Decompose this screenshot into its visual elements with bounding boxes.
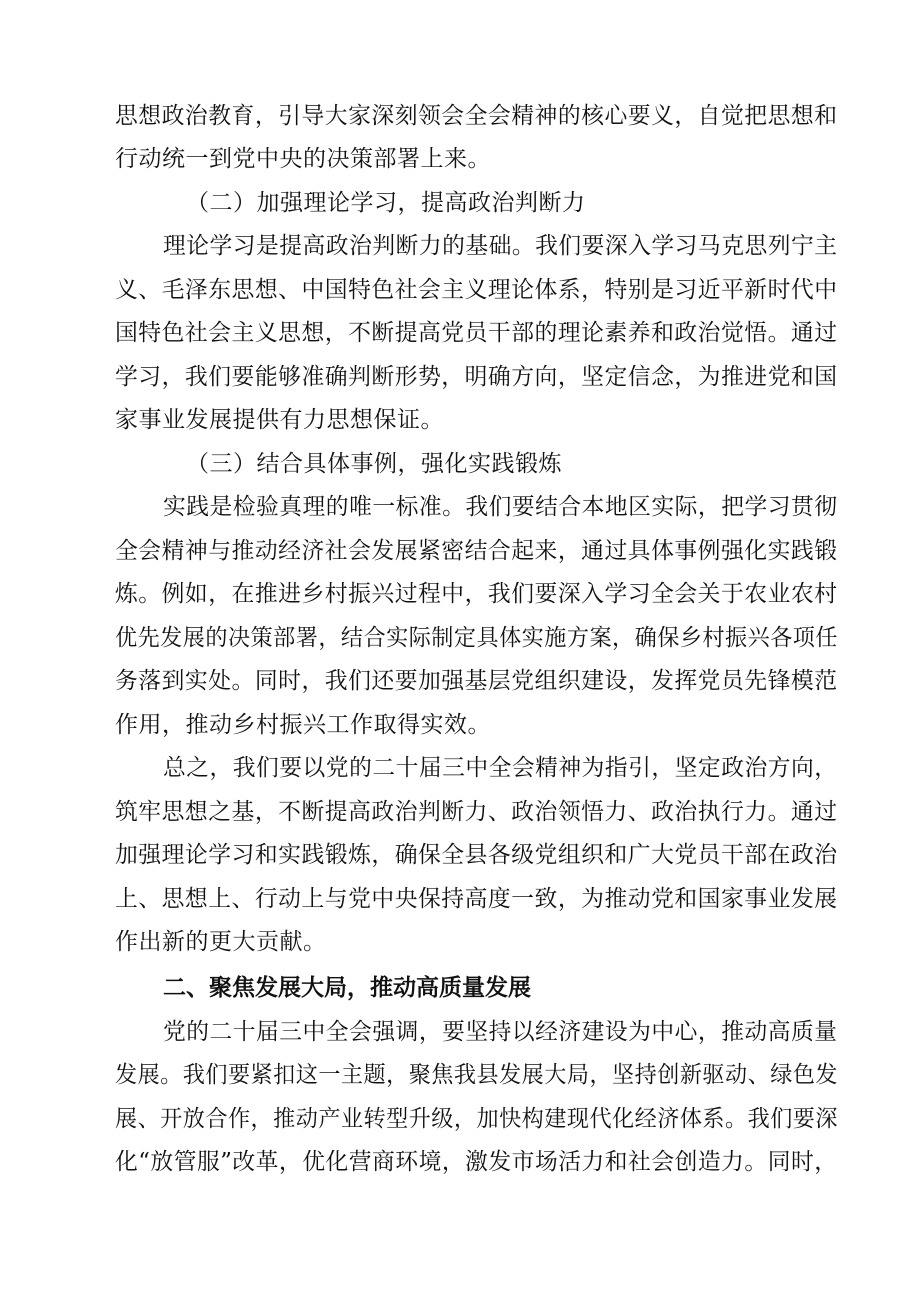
body-text-line: 筑牢思想之基，不断提高政治判断力、政治领悟力、政治执行力。通过 bbox=[115, 799, 838, 825]
body-text-line: 发展。我们要紧扣这一主题，聚焦我县发展大局，坚持创新驱动、绿色发 bbox=[115, 1062, 838, 1088]
body-text-line: 行动统一到党中央的决策部署上来。 bbox=[115, 146, 491, 172]
body-text-line: 实践是检验真理的唯一标准。我们要结合本地区实际，把学习贯彻 bbox=[163, 494, 838, 520]
body-text-line: 化“放管服”改革，优化营商环境，激发市场活力和社会创造力。同时， bbox=[115, 1149, 838, 1175]
section-heading: 二、聚焦发展大局，推动高质量发展 bbox=[163, 975, 531, 1001]
section-subheading: （三）结合具体事例，强化实践锻炼 bbox=[186, 451, 562, 477]
body-text-line: 思想政治教育，引导大家深刻领会全会精神的核心要义，自觉把思想和 bbox=[115, 103, 838, 129]
body-text-line: 义、毛泽东思想、中国特色社会主义理论体系，特别是习近平新时代中 bbox=[115, 277, 838, 303]
body-text-line: 总之，我们要以党的二十届三中全会精神为指引，坚定政治方向， bbox=[163, 755, 838, 781]
body-text-line: 上、思想上、行动上与党中央保持高度一致，为推动党和国家事业发展 bbox=[115, 886, 838, 912]
body-text-line: 理论学习是提高政治判断力的基础。我们要深入学习马克思列宁主 bbox=[163, 233, 838, 259]
body-text-line: 炼。例如，在推进乡村振兴过程中，我们要深入学习全会关于农业农村 bbox=[115, 581, 838, 607]
body-text-line: 国特色社会主义思想，不断提高党员干部的理论素养和政治觉悟。通过 bbox=[115, 320, 838, 346]
body-text-line: 加强理论学习和实践锻炼，确保全县各级党组织和广大党员干部在政治 bbox=[115, 842, 838, 868]
body-text-line: 作用，推动乡村振兴工作取得实效。 bbox=[115, 712, 491, 738]
body-text-line: 展、开放合作，推动产业转型升级，加快构建现代化经济体系。我们要深 bbox=[115, 1106, 838, 1132]
body-text-line: 全会精神与推动经济社会发展紧密结合起来，通过具体事例强化实践锻 bbox=[115, 538, 838, 564]
body-text-line: 学习，我们要能够准确判断形势，明确方向，坚定信念，为推进党和国 bbox=[115, 364, 838, 390]
body-text-line: 家事业发展提供有力思想保证。 bbox=[115, 407, 444, 433]
section-subheading: （二）加强理论学习，提高政治判断力 bbox=[186, 190, 586, 216]
body-text-line: 优先发展的决策部署，结合实际制定具体实施方案，确保乡村振兴各项任 bbox=[115, 625, 838, 651]
body-text-line: 务落到实处。同时，我们还要加强基层党组织建设，发挥党员先锋模范 bbox=[115, 668, 838, 694]
body-text-line: 作出新的更大贡献。 bbox=[115, 929, 327, 955]
body-text-line: 党的二十届三中全会强调，要坚持以经济建设为中心，推动高质量 bbox=[163, 1019, 838, 1045]
